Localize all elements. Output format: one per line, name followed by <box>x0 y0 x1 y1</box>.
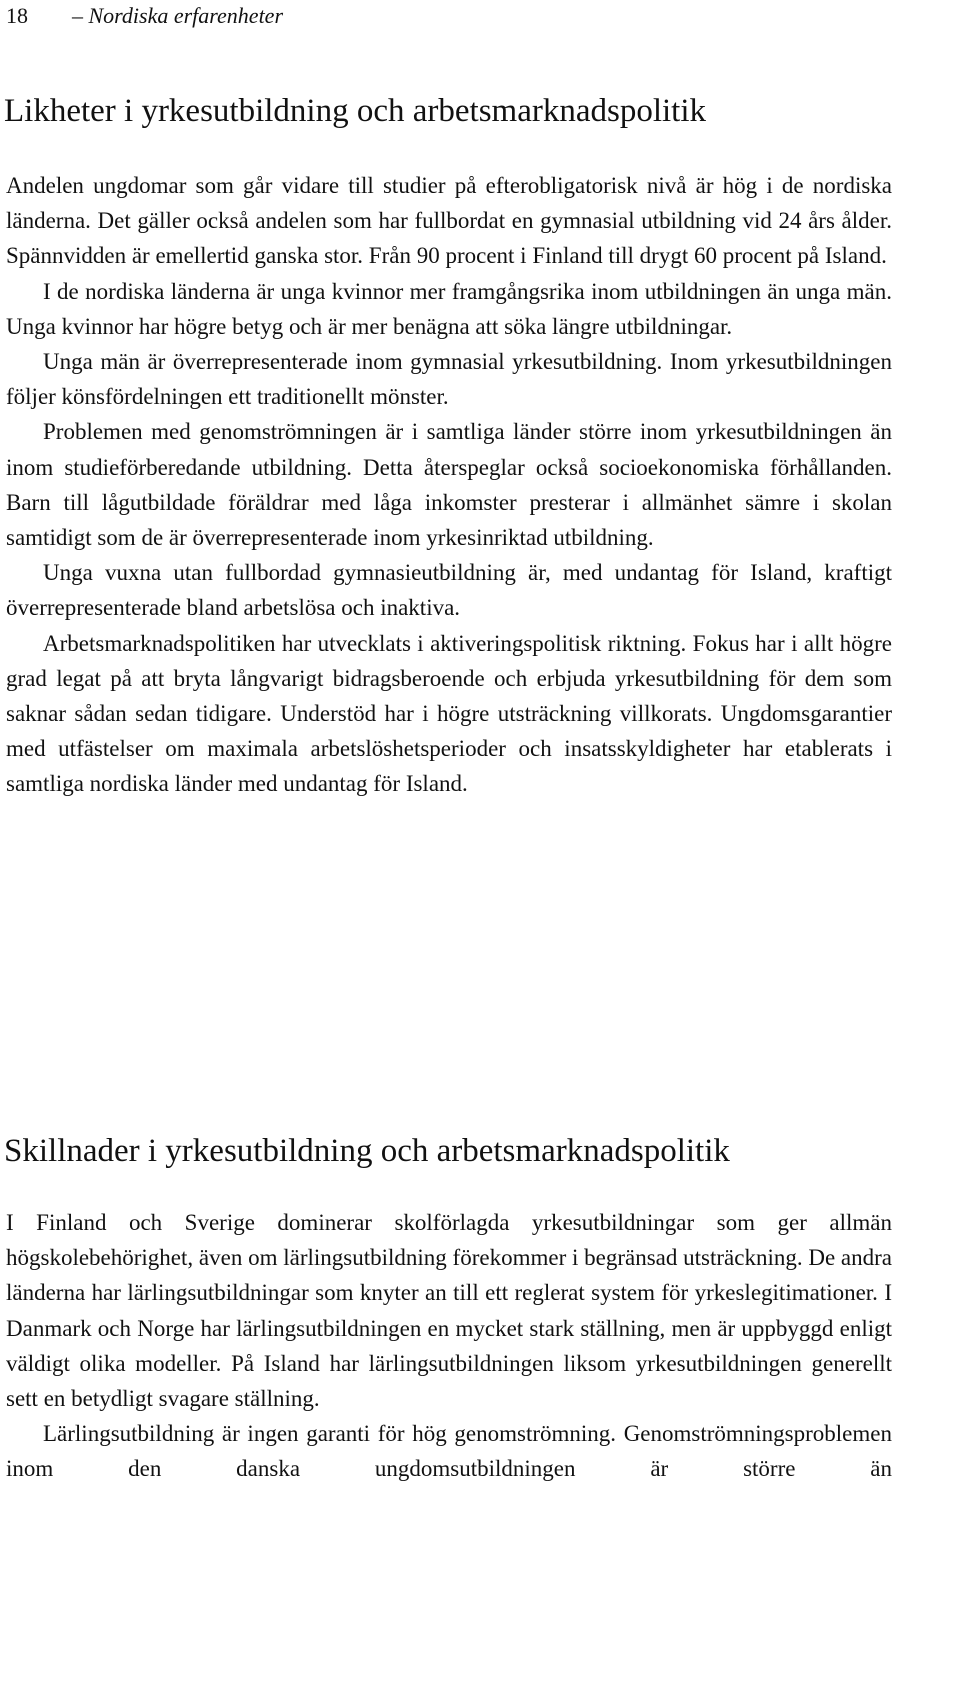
paragraph: Problemen med genomströmningen är i samtliga länder större inom yrkesutbildningen än inom studieförberedande utbildning. Detta återspeglar också socioekonomiska förhållanden. Barn till lågutbildade föräldrar med låga inkomster presterar i allmänhet sämre i skolan samtidigt som de är överrepresenterade inom yrkesinriktad utbildning. <box>6 419 892 551</box>
paragraph: I Finland och Sverige dominerar skolförlagda yrkesutbildningar som ger allmän högskolebehörighet, även om lärlingsutbildning förekommer i begränsad utsträckning. De andra länderna har lärlingsutbildningar som knyter an till ett reglerat system för yrkeslegitimationer. I Danmark och Norge har lärlingsutbildningen en mycket stark ställning, men är uppbyggd enligt väldigt olika modeller. På Island har lärlingsutbildningen liksom yrkesutbildningen generellt sett en betydligt svagare ställning. <box>6 1210 892 1412</box>
paragraph: Unga vuxna utan fullbordad gymnasieutbildning är, med undantag för Island, kraftigt överrepresenterade bland arbetslösa och inaktiva. <box>6 560 892 621</box>
paragraph: Lärlingsutbildning är ingen garanti för hög genomströmning. Genomströmningsproblemen inom den danska ungdomsutbildningen är större än <box>6 1421 892 1482</box>
paragraph: Unga män är överrepresenterade inom gymnasial yrkesutbildning. Inom yrkesutbildningen följer könsfördelningen ett traditionellt mönster. <box>6 349 892 410</box>
section-heading-skillnader: Skillnader i yrkesutbildning och arbetsmarknadspolitik <box>4 1133 730 1169</box>
paragraph: Andelen ungdomar som går vidare till studier på efterobligatorisk nivå är hög i de nordiska länderna. Det gäller också andelen som har fullbordat en gymnasial utbildning vid 24 års ålder. Spännvidden är emellertid ganska stor. Från 90 procent i Finland till drygt 60 procent på Island. <box>6 173 892 269</box>
paragraph: I de nordiska länderna är unga kvinnor mer framgångsrika inom utbildningen än unga män. Unga kvinnor har högre betyg och är mer benägna att söka längre utbildningar. <box>6 278 892 339</box>
running-title: – Nordiska erfarenheter <box>72 3 284 28</box>
section-likheter-body <box>6 168 892 802</box>
page-number: 18 <box>6 3 28 28</box>
section-heading-likheter: Likheter i yrkesutbildning och arbetsmarknadspolitik <box>4 93 707 129</box>
paragraph: Arbetsmarknadspolitiken har utvecklats i aktiveringspolitisk riktning. Fokus har i allt högre grad legat på att bryta långvarigt bidragsberoende och erbjuda yrkesutbildning för dem som saknar sådan sedan tidigare. Understöd har i högre utsträckning villkorats. Ungdomsgarantier med utfästelser om maximala arbetslöshetsperioder och insatsskyldigheter har etablerats i samtliga nordiska länder med undantag för Island. <box>6 630 892 797</box>
section-skillnader-body <box>6 1205 892 1487</box>
running-header <box>6 2 283 30</box>
